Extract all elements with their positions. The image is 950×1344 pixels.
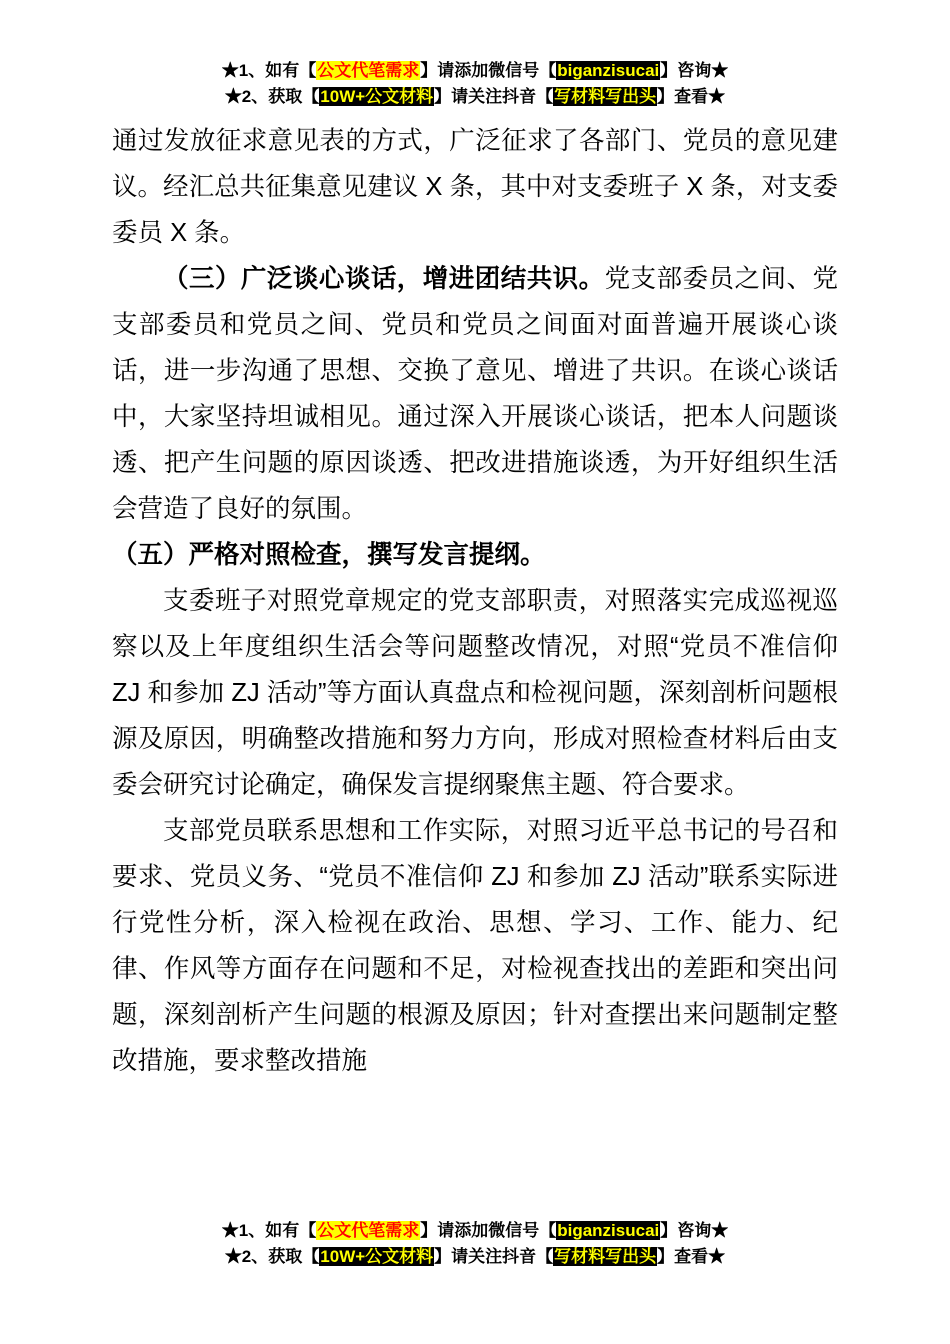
- promo-top-line1-highlight-2: biganzisucai: [557, 61, 660, 80]
- promo-bottom-line1-middle: 请添加微信号: [437, 1221, 540, 1240]
- promo-top-line2-bracket-open-1: 【: [302, 87, 320, 107]
- promo-bottom-line1-highlight-2: biganzisucai: [557, 1221, 660, 1240]
- promo-top-line1-prefix: ★1、如有: [221, 61, 300, 80]
- promo-top-line2-bracket-close-1: 】: [434, 87, 452, 107]
- promo-top-line-1: [0, 58, 950, 84]
- promo-top-line2-middle: 请关注抖音: [451, 87, 537, 107]
- promo-bottom-line1-highlight-1: 公文代笔需求: [317, 1221, 420, 1240]
- promo-top-line1-bracket-open-1: 【: [299, 61, 317, 80]
- promo-top-line2-prefix: ★2、获取: [224, 87, 303, 107]
- promo-top-line2-bracket-close-2: 】: [657, 87, 675, 107]
- promo-top-line2-highlight-2: 写材料写出头: [554, 87, 657, 107]
- promo-top-line2-suffix: 查看★: [674, 87, 726, 107]
- promo-banner-bottom: [0, 1218, 950, 1271]
- promo-top-line1-bracket-open-2: 【: [539, 61, 557, 80]
- promo-bottom-line1-bracket-open-1: 【: [299, 1221, 317, 1240]
- promo-banner-top: [0, 58, 950, 111]
- paragraph-4-text: 支委班子对照党章规定的党支部职责，对照落实完成巡视巡察以及上年度组织生活会等问题整改情况，对照“党员不准信仰 ZJ 和参加 ZJ 活动”等方面认真盘点和检视问题，深刻剖析问题根源及原因，明确整改措施和努力方向，形成对照检查材料后由支委会研究讨论确定，确保发言提纲聚焦主题、符合要求。: [112, 587, 838, 799]
- promo-bottom-line1-bracket-close-2: 】: [660, 1221, 678, 1240]
- promo-top-line1-bracket-close-1: 】: [420, 61, 438, 80]
- promo-bottom-line2-suffix: 查看★: [674, 1247, 726, 1267]
- promo-bottom-line-2: [0, 1244, 950, 1270]
- paragraph-continuation: [112, 118, 838, 256]
- promo-bottom-line2-prefix: ★2、获取: [224, 1247, 303, 1267]
- section-heading-five-text: （五）严格对照检查，撰写发言提纲。: [112, 541, 546, 569]
- promo-top-line-2: [0, 84, 950, 110]
- section-heading-three: （三）广泛谈心谈话，增进团结共识。: [163, 265, 605, 293]
- promo-top-line1-middle: 请添加微信号: [437, 61, 540, 80]
- promo-bottom-line1-suffix: 咨询★: [677, 1221, 729, 1240]
- promo-top-line1-bracket-close-2: 】: [660, 61, 678, 80]
- promo-bottom-line2-bracket-open-2: 【: [536, 1247, 554, 1267]
- promo-top-line1-highlight-1: 公文代笔需求: [317, 61, 420, 80]
- promo-bottom-line1-prefix: ★1、如有: [221, 1221, 300, 1240]
- paragraph-1-text: 通过发放征求意见表的方式，广泛征求了各部门、党员的意见建议。经汇总共征集意见建议 X 条，其中对支委班子 X 条，对支委委员 X 条。: [112, 127, 838, 247]
- paragraph-committee-review: [112, 578, 838, 808]
- promo-bottom-line2-highlight-2: 写材料写出头: [554, 1247, 657, 1267]
- section-heading-five: [112, 532, 838, 578]
- promo-top-line2-bracket-open-2: 【: [536, 87, 554, 107]
- promo-top-line1-suffix: 咨询★: [677, 61, 729, 80]
- promo-bottom-line2-bracket-open-1: 【: [302, 1247, 320, 1267]
- promo-bottom-line2-middle: 请关注抖音: [451, 1247, 537, 1267]
- promo-top-line2-highlight-1: 10W+公文材料: [320, 87, 434, 107]
- paragraph-2-text: 党支部委员之间、党支部委员和党员之间、党员和党员之间面对面普遍开展谈心谈话，进一步沟通了思想、交换了意见、增进了共识。在谈心谈话中，大家坚持坦诚相见。通过深入开展谈心谈话，把本人问题谈透、把产生问题的原因谈透、把改进措施谈透，为开好组织生活会营造了良好的氛围。: [112, 265, 838, 523]
- promo-bottom-line2-bracket-close-1: 】: [434, 1247, 452, 1267]
- promo-bottom-line2-highlight-1: 10W+公文材料: [320, 1247, 434, 1267]
- promo-bottom-line2-bracket-close-2: 】: [657, 1247, 675, 1267]
- paragraph-section-three: [112, 256, 838, 532]
- promo-bottom-line1-bracket-open-2: 【: [539, 1221, 557, 1240]
- promo-bottom-line1-bracket-close-1: 】: [420, 1221, 438, 1240]
- paragraph-5-text: 支部党员联系思想和工作实际，对照习近平总书记的号召和要求、党员义务、“党员不准信仰 ZJ 和参加 ZJ 活动”联系实际进行党性分析，深入检视在政治、思想、学习、工作、能力、纪律、作风等方面存在问题和不足，对检视查找出的差距和突出问题，深刻剖析产生问题的根源及原因；针对查摆出来问题制定整改措施，要求整改措施: [112, 817, 838, 1075]
- document-text-body: [112, 118, 838, 1084]
- paragraph-member-analysis: [112, 808, 838, 1084]
- promo-bottom-line-1: [0, 1218, 950, 1244]
